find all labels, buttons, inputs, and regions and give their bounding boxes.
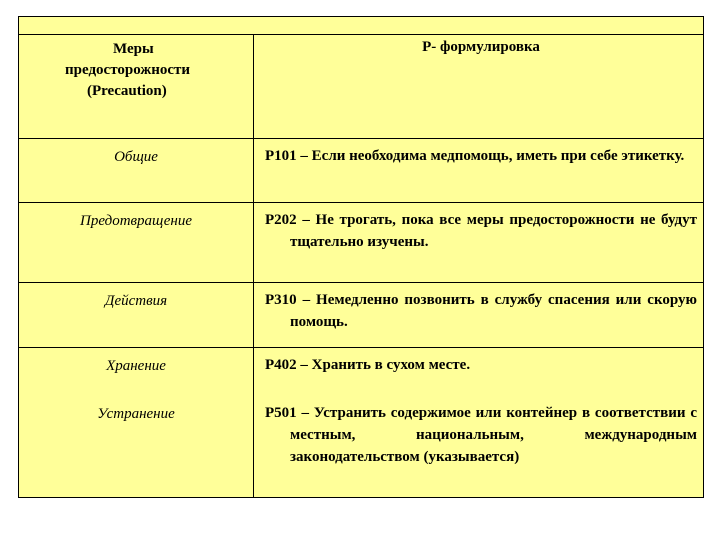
table-row: [19, 347, 703, 465]
table-row: [19, 202, 703, 250]
row-category: Предотвращение: [79, 213, 192, 229]
table-top-divider: [19, 34, 703, 35]
row-category: Устранение: [97, 406, 175, 422]
row-category: Хранение: [106, 358, 166, 374]
header-col1-line3: (Precaution): [87, 83, 167, 99]
row-category: Действия: [104, 293, 168, 309]
row-text: P402 – Хранить в сухом месте.: [265, 357, 471, 373]
row-category: Общие: [114, 149, 158, 165]
row-text: P202 – Не трогать, пока все меры предосторожности не будут тщательно изучены.: [265, 212, 697, 250]
table-row: [19, 138, 703, 165]
precaution-table: [18, 16, 704, 498]
header-col1: [65, 39, 235, 102]
table-row: [19, 282, 703, 330]
header-col1-line1: Меры: [113, 41, 154, 57]
header-col1-line2: предосторожности: [65, 62, 191, 78]
header-col2: Р- формулировка: [422, 39, 540, 55]
row-text: P101 – Если необходима медпомощь, иметь при себе этикетку.: [265, 148, 685, 164]
row-text: P310 – Немедленно позвонить в службу спасения или скорую помощь.: [265, 292, 697, 330]
row-text: P501 – Устранить содержимое или контейнер в соответствии с местным, национальным, международным законодательством (указывается): [265, 405, 697, 465]
column-divider: [253, 34, 254, 498]
